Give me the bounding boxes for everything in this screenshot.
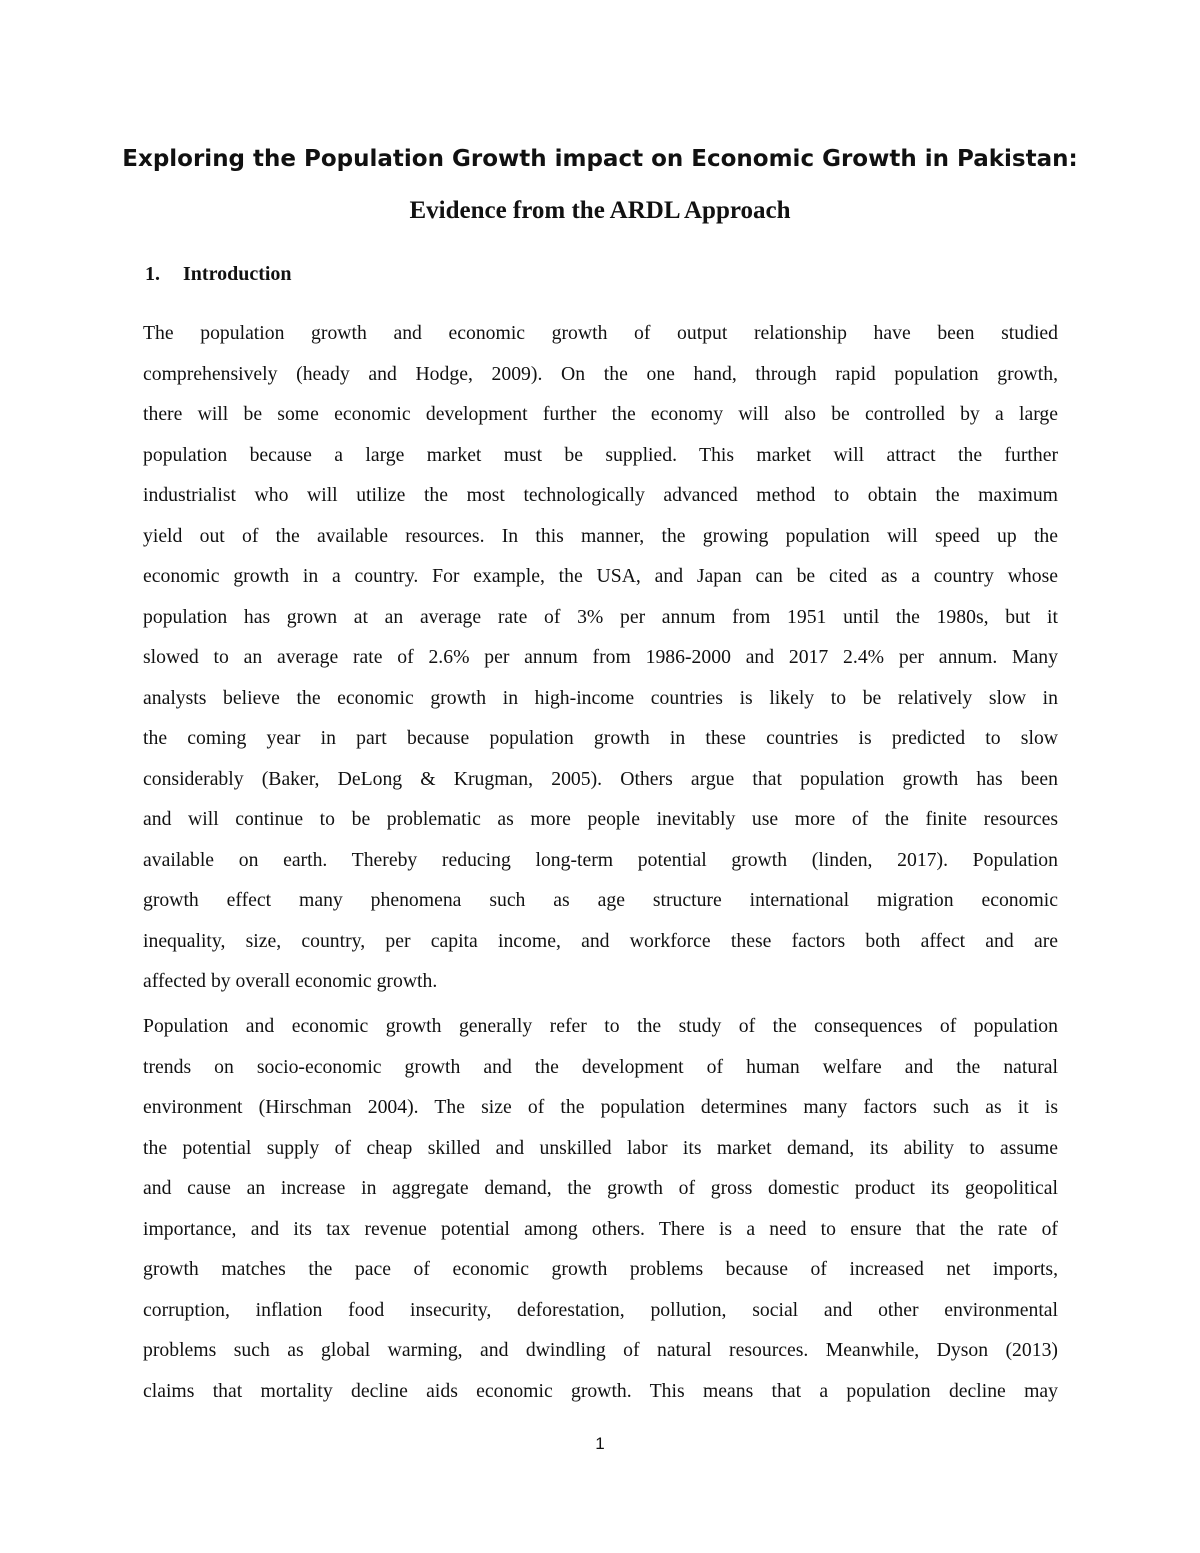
paragraph-line: population has grown at an average rate of 3% per annum from 1951 until the 1980s, but it xyxy=(143,605,1058,628)
paragraph-line: comprehensively (heady and Hodge, 2009). On the one hand, through rapid population growth, xyxy=(143,362,1058,385)
section-title: Introduction xyxy=(183,263,292,285)
paragraph-line: available on earth. Thereby reducing long-term potential growth (linden, 2017). Population xyxy=(143,848,1058,871)
paragraph-line: problems such as global warming, and dwindling of natural resources. Meanwhile, Dyson (2013) xyxy=(143,1339,1058,1361)
paragraph-line: considerably (Baker, DeLong & Krugman, 2005). Others argue that population growth has been xyxy=(143,767,1058,790)
section-heading xyxy=(145,261,292,287)
paragraph-line: growth effect many phenomena such as age structure international migration economic xyxy=(143,889,1058,911)
paper-title-line-2: Evidence from the ARDL Approach xyxy=(409,197,791,224)
paragraph-line: environment (Hirschman 2004). The size of the population determines many factors such as it is xyxy=(143,1096,1058,1118)
paragraph-line: analysts believe the economic growth in high-income countries is likely to be relatively slow in xyxy=(143,686,1058,709)
paragraph-line: The population growth and economic growth of output relationship have been studied xyxy=(143,322,1058,344)
paragraph-line: affected by overall economic growth. xyxy=(143,970,438,992)
paragraph-line: economic growth in a country. For example, the USA, and Japan can be cited as a country whose xyxy=(143,565,1058,587)
paragraph-line: trends on socio-economic growth and the development of human welfare and the natural xyxy=(143,1055,1058,1078)
paragraph-1 xyxy=(143,313,1058,1002)
paragraph-line: corruption, inflation food insecurity, deforestation, pollution, social and other environmental xyxy=(143,1298,1058,1321)
paragraph-line: there will be some economic development further the economy will also be controlled by a large xyxy=(143,403,1058,425)
paragraph-line: importance, and its tax revenue potential among others. There is a need to ensure that the rate of xyxy=(143,1217,1058,1240)
paragraph-line: population because a large market must be supplied. This market will attract the further xyxy=(143,443,1058,466)
paragraph-line: and cause an increase in aggregate demand, the growth of gross domestic product its geopolitical xyxy=(143,1177,1058,1199)
paragraph-line: yield out of the available resources. In this manner, the growing population will speed up the xyxy=(143,524,1058,547)
paragraph-line: and will continue to be problematic as more people inevitably use more of the finite resources xyxy=(143,808,1058,830)
paragraph-line: growth matches the pace of economic growth problems because of increased net imports, xyxy=(143,1258,1058,1280)
paragraph-line: Population and economic growth generally refer to the study of the consequences of population xyxy=(143,1015,1058,1037)
paragraph-2 xyxy=(143,1006,1058,1411)
paper-title-line-1: Exploring the Population Growth impact on Economic Growth in Pakistan: xyxy=(122,146,1078,172)
paragraph-line: slowed to an average rate of 2.6% per annum from 1986-2000 and 2017 2.4% per annum. Many xyxy=(143,646,1058,668)
paragraph-line: the coming year in part because population growth in these countries is predicted to slow xyxy=(143,727,1058,749)
paragraph-line: industrialist who will utilize the most technologically advanced method to obtain the maximum xyxy=(143,484,1058,506)
section-number: 1. xyxy=(145,263,160,285)
paragraph-line: the potential supply of cheap skilled and unskilled labor its market demand, its ability to assume xyxy=(143,1136,1058,1159)
page-number: 1 xyxy=(595,1434,605,1453)
paragraph-line: claims that mortality decline aids economic growth. This means that a population decline may xyxy=(143,1379,1058,1402)
paragraph-line: inequality, size, country, per capita income, and workforce these factors both affect and are xyxy=(143,929,1058,952)
